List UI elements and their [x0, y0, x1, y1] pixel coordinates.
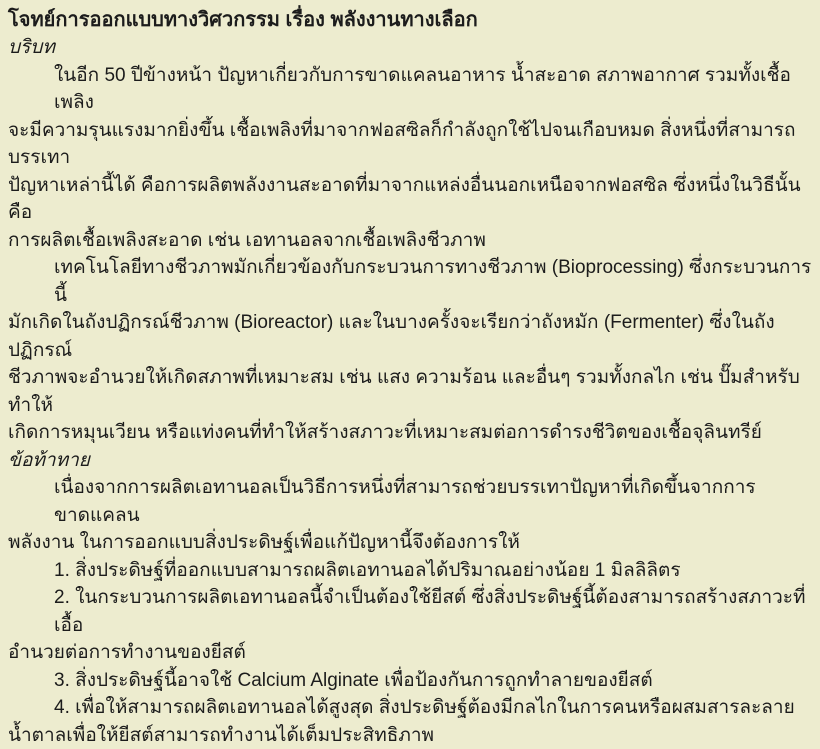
context-paragraph-line: ในอีก 50 ปีข้างหน้า ปัญหาเกี่ยวกับการขาดแคลนอาหาร น้ำสะอาด สภาพอากาศ รวมทั้งเชื้อเพลิง	[8, 62, 812, 117]
challenge-list-item-continuation: อำนวยต่อการทำงานของยีสต์	[8, 639, 812, 667]
context-paragraph-line: มักเกิดในถังปฏิกรณ์ชีวภาพ (Bioreactor) และในบางครั้งจะเรียกว่าถังหมัก (Fermenter) ซึ่งในถังปฏิกรณ์	[8, 309, 812, 364]
page-title: โจทย์การออกแบบทางวิศวกรรม เรื่อง พลังงานทางเลือก	[8, 6, 812, 34]
challenge-paragraph-line: เนื่องจากการผลิตเอทานอลเป็นวิธีการหนึ่งที่สามารถช่วยบรรเทาปัญหาที่เกิดขึ้นจากการขาดแคลน	[8, 474, 812, 529]
context-paragraph-line: ชีวภาพจะอำนวยให้เกิดสภาพที่เหมาะสม เช่น แสง ความร้อน และอื่นๆ รวมทั้งกลไก เช่น ปั๊มสำหรับทำให้	[8, 364, 812, 419]
challenge-list-item: 3. สิ่งประดิษฐ์นี้อาจใช้ Calcium Alginate เพื่อป้องกันการถูกทำลายของยีสต์	[8, 667, 812, 695]
section-heading-context: บริบท	[8, 34, 812, 62]
context-paragraph-line: ปัญหาเหล่านี้ได้ คือการผลิตพลังงานสะอาดที่มาจากแหล่งอื่นนอกเหนือจากฟอสซิล ซึ่งหนึ่งในวิธีนั้นคือ	[8, 172, 812, 227]
context-paragraph-line: เกิดการหมุนเวียน หรือแท่งคนที่ทำให้สร้างสภาวะที่เหมาะสมต่อการดำรงชีวิตของเชื้อจุลินทรีย์	[8, 419, 812, 447]
challenge-list-item: 2. ในกระบวนการผลิตเอทานอลนี้จำเป็นต้องใช้ยีสต์ ซึ่งสิ่งประดิษฐ์นี้ต้องสามารถสร้างสภาวะที่เอื้อ	[8, 584, 812, 639]
challenge-list-item-continuation: น้ำตาลเพื่อให้ยีสต์สามารถทำงานได้เต็มประสิทธิภาพ	[8, 722, 812, 749]
context-paragraph-line: จะมีความรุนแรงมากยิ่งขึ้น เชื้อเพลิงที่มาจากฟอสซิลก็กำลังถูกใช้ไปจนเกือบหมด สิ่งหนึ่งที่สามารถบรรเทา	[8, 117, 812, 172]
context-paragraph-line: การผลิตเชื้อเพลิงสะอาด เช่น เอทานอลจากเชื้อเพลิงชีวภาพ	[8, 227, 812, 255]
section-heading-challenge: ข้อท้าทาย	[8, 447, 812, 475]
context-paragraph-line: เทคโนโลยีทางชีวภาพมักเกี่ยวข้องกับกระบวนการทางชีวภาพ (Bioprocessing) ซึ่งกระบวนการนี้	[8, 254, 812, 309]
challenge-paragraph-line: พลังงาน ในการออกแบบสิ่งประดิษฐ์เพื่อแก้ปัญหานี้จึงต้องการให้	[8, 529, 812, 557]
challenge-list-item: 4. เพื่อให้สามารถผลิตเอทานอลได้สูงสุด สิ่งประดิษฐ์ต้องมีกลไกในการคนหรือผสมสารละลาย	[8, 694, 812, 722]
challenge-list-item: 1. สิ่งประดิษฐ์ที่ออกแบบสามารถผลิตเอทานอลได้ปริมาณอย่างน้อย 1 มิลลิลิตร	[8, 557, 812, 585]
